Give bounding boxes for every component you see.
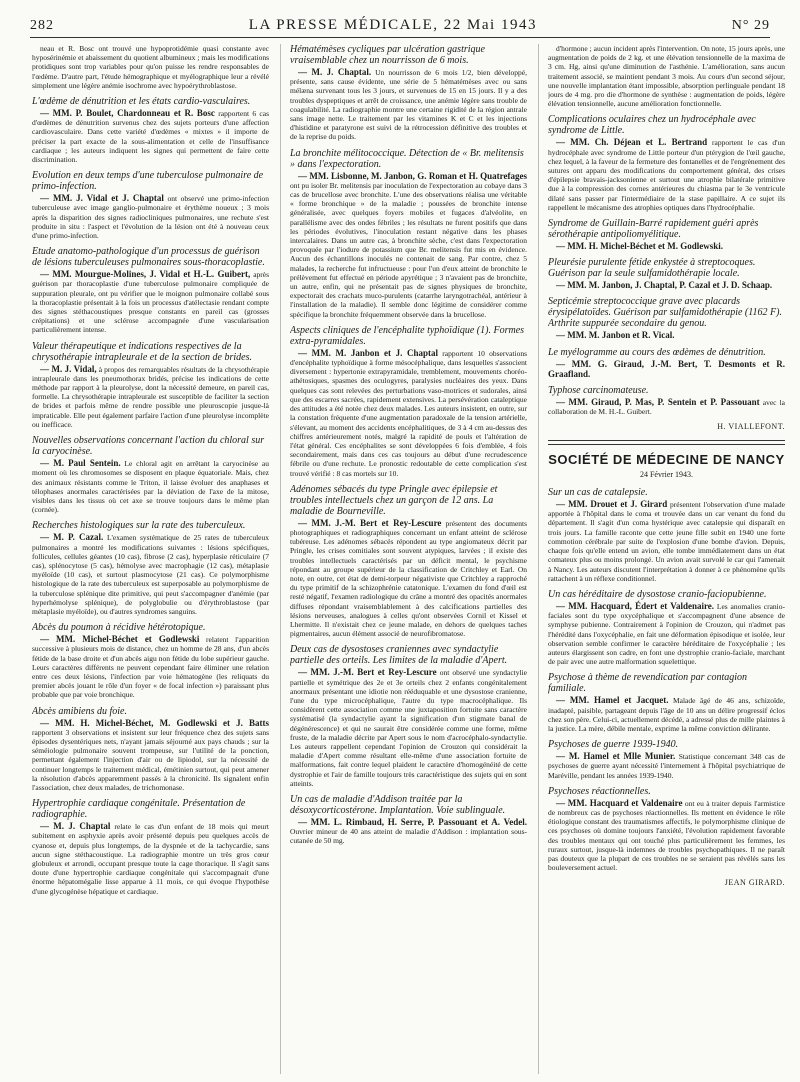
article-text (290, 518, 527, 639)
article-text (548, 601, 785, 666)
article-authors: — M. J. Chaptal. (298, 67, 372, 77)
article-body: présentent des documents photographiques et radiographiques concernant un enfant atteint de sclérose tubéreuse. Les adénomes sébacés répondent au type angiomateux décrit par Pringle, les crises comitiales sont souvent atypiques, larvées ; il existe des troubles intellectuels caractérisés par un déficit mental, le psychisme répondant au groupe supérieur de la classification de Critchley et Earl. On note, en outre, cet état de demi-torpeur négativiste que Critchley a rapproché du type primitif de la schizophrénie catatonique. L'examen du fond d'œil est resté négatif, l'examen radiologique du crâne a montré des opacités anormales diffuses répondant vraisemblablement à des calcifications partielles des lésions nerveuses, analogues à celles qu'ont observées Cornil et Kissel et Lhermitte. Il n'existait chez ce jeune malade, en dehors de quelques taches pigmentaires, aucun élément associé de neurofibromatose. (290, 518, 527, 639)
article-authors: — MM. Michel-Béchet et Godlewski (40, 634, 200, 645)
article-body: présentent l'observation d'une malade apportée à l'hôpital dans le coma et trouvée dans un car venant du fond du département. Il s'agit d'un coma hystérique avec catalepsie qui disparaît en trois jours. La famille raconte que cette jeune fille subit en 1940 une forte commotion cérébrale par suite de l'explosion d'une bombe d'avion. Depuis, chaque fois qu'elle entend un avion, elle tombe immédiatement dans un état comateux plus ou moins prolongé. Un avion avait survolé le car qui l'amenait à Nancy. Les auteurs discutent l'interprétation à donner à ce phénomène qu'ils rattachent à un réflexe conditionnel. (548, 500, 785, 583)
article-title: Nouvelles observations concernant l'action du chloral sur la caryocinèse. (32, 435, 265, 458)
article-title: Psychoses réactionnelles. (548, 785, 651, 797)
article-text (548, 499, 785, 583)
article-title: Pleurésie purulente fétide enkystée à streptocoques. Guérison par la seule sulfamidothérapie locale. (548, 257, 756, 280)
article-title: Deux cas de dysostoses craniennes avec syndactylie partielle des orteils. Les limites de la maladie d'Apert. (290, 644, 508, 667)
article-text (290, 667, 527, 788)
article (548, 739, 785, 780)
article (32, 520, 269, 616)
article-body: avec la collaboration de M. H.-L. Guibert. (548, 398, 785, 417)
article-authors: — MM. Hacquard, Édert et Valdenaire. (556, 600, 715, 611)
article-list (32, 96, 269, 896)
article (548, 385, 785, 416)
article-authors: — MM. M. Janbon, J. Chaptal, P. Cazal et J. D. Schaap. (556, 280, 773, 291)
article-text (32, 269, 269, 334)
column-divider (280, 44, 281, 1074)
article-text (290, 171, 527, 319)
article-body: Les anomalies cranio-faciales sont du type oxycéphalique et s'accompagnent d'une absence de symphyse pubienne. Contrairement à l'opinion de Crouzon, qui n'admet pas l'hérédité dans l'oxycéphalie, en fait une déformation épisodique et isolée, leur observation semble confirmer le caractère héréditaire de l'oxycéphalie ; les auteurs élargissent son cadre, en font une dystrophie cranio-faciale, marchant de pair avec une autre malformation squelettique. (548, 601, 785, 667)
article-title: Etude anatomo-pathologique d'un processus de guérison de lésions tuberculeuses pulmonaires sous-thoracoplastie. (32, 246, 265, 269)
article-title: Abcès amibiens du foie. (32, 705, 127, 717)
article-text (32, 532, 269, 616)
article-title: Sur un cas de catalepsie. (548, 487, 648, 499)
article-text (32, 458, 269, 514)
article-list (290, 44, 527, 846)
article-authors: — MM. M. Janbon et R. Vical. (556, 330, 675, 341)
article-body: neau et R. Bosc ont trouvé une hypoprotidémie quasi constante avec hyposérinémie et abaissement du quotient albumineux ; mais les modifications protidiques sont trop variables pour qu'on puisse les rendre responsables de l'œdème. D'autre part, l'étude hémographique et myélographique leur a révélé simplement une légère anémie isochrome avec hypoérythroblastose. (32, 44, 269, 90)
article-text (32, 821, 269, 896)
article-title: La bronchite mélitococcique. Détection de « Br. melitensis » dans l'expectoration. (290, 147, 524, 170)
article (548, 589, 785, 666)
article-text (548, 695, 785, 733)
article-body: ont observé une syndactylie partielle et symétrique des 2e et 3e orteils chez 2 enfants congénitalement anormaux présentant une idiotie non rééduquable et une dysostose cranienne, l'une du type microcéphalique, l'autre du type macrocéphalique. Ils considèrent cette association comme une juxtaposition fortuite sans caractère systématisé (la syndactylie ayant la signification d'un stigmate banal de dégénérescence) et qui ne saurait être considérée comme une forme, même fruste, de la maladie décrite par Apert sous le nom d'acrocéphalo-syndactylie. Les auteurs rappellent cependant l'opinion de Crouzon qui considérait la maladie d'Apert comme résultant elle-même d'une association fortuite de malformations, fait contre lequel plaident le caractère d'homogénéité de cette dystrophie et l'air de famille toujours très caractéristique des sujets qui en sont atteints. (290, 668, 527, 788)
article-text (32, 718, 269, 793)
article-title: Un cas de maladie d'Addison traitée par la désoxycorticostérone. Implantation. Voie sublinguale. (290, 794, 506, 816)
article-authors: — MM. P. Boulet, Chardonneau et R. Bosc (40, 108, 215, 119)
article (32, 622, 269, 699)
article-body: Un nourrisson de 6 mois 1/2, bien développé, présente, sans cause évidente, une série de 5 hématémèses avec ou sans mélæna survenant tous les 3 jours, et survenues de 15 en 15 jours. Il y a des troubles dyspeptiques et arrêt de croissance, une anémie légère sans trouble de coagulabilité. La radiographie montre une certaine rigidité de la région antrale sans image nette. Le traitement par les vitamines K et C et les injections d'histidine et paratyrone est suivi de la rétrocession définitive des troubles et de la reprise du poids. (290, 68, 527, 142)
article-title: Le myélogramme au cours des œdèmes de dénutrition. (548, 346, 766, 358)
article (32, 246, 269, 334)
article-text (548, 137, 785, 212)
article-authors: — MM. J.-M. Bert et Rey-Lescure (298, 517, 442, 528)
column-divider (538, 44, 539, 1074)
article (548, 218, 785, 251)
article-body: rapportent 3 observations et insistent sur leur fréquence chez des sujets sans épisodes dysentériques nets, n'ayant jamais séjourné aux pays chauds ; sur la séméiologie pulmonaire souvent trompeuse, sur l'utilité de la ponction, permettant également l'injection d'air ou de lipiodol, sur la nécessité de continuer longtemps le traitement médical, émétinien surtout, qui peut amener la résolution d'abcès apparemment passés à la chronicité. Ils signalent enfin l'association, chez deux malades, de trichomonase. (32, 727, 269, 792)
article-title: Complications oculaires chez un hydrocéphale avec syndrome de Little. (548, 114, 756, 137)
page-number: 282 (30, 18, 54, 33)
article-title: Hématémèses cycliques par ulcération gastrique vraisemblable chez un nourrisson de 6 mois. (290, 44, 485, 66)
signature: H. VIALLEFONT. (717, 422, 785, 432)
article-body: ont eu à traiter depuis l'armistice de nombreux cas de psychoses réactionnelles. Ils mettent en évidence le rôle étiologique constant des traumatismes affectifs, le polymorphisme clinique de ces psychoses où domine toujours l'anxiété, l'évolution rapidement favorable des troubles mentaux qui ont touché plus particulièrement les femmes, les ruraux surtout, jusque-là indemnes de troubles psychopathiques. Il ne paraît pas douteux que la plupart de ces troubles ne se seraient pas révélés sans les bouleversement actuel. (548, 798, 785, 873)
article-body: Malade âgé de 46 ans, schizoïde, inadapté, paisible, partageant depuis l'âge de 10 ans un délire progressif éclos chez son père. Celui-ci, actuellement décédé, a adressé plus de mille plaintes à la justice. La mère, débile mentale, exprime la même conviction délirante. (548, 696, 785, 733)
article (548, 257, 785, 290)
article-authors: — MM. Drouet et J. Girard (556, 499, 668, 510)
article-authors: — MM. Giraud, P. Mas, P. Sentein et P. Passouant (556, 397, 760, 408)
article-authors: — MM. J.-M. Bert et Rey-Lescure (298, 667, 437, 678)
article-text (548, 359, 785, 379)
article-body: Ouvrier mineur de 40 ans atteint de maladie d'Addison : implantation sous-cutanée de 50 mg. (290, 827, 527, 846)
article (290, 794, 527, 846)
article-text (548, 798, 785, 873)
article-title: Un cas héréditaire de dysostose cranio-faciopubienne. (548, 588, 767, 600)
article-body: L'examen systématique de 25 rates de tuberculeux pulmonaires a montré les modifications suivantes : lésions spécifiques, follicules, cellules géantes (10 cas), fibrose (2 cas), hyperplasie réticulaire (7 cas), splénocytose (5 cas), hémolyse avec macrophagie (12 cas), métaplasie myéloïde (10 cas), et surtout plasmocytose (21 cas). Ce polymorphisme histologique de la rate des tuberculeux est superposable au polymorphisme de la tuberculose splénique dite primitive, qui peut s'accompagner d'anémie (par hyperhémolyse splénique), de polyglobulie ou d'érythroblastose (par métaplasie myéloïde), ou d'autres syndromes sanguins. (32, 533, 269, 616)
article (548, 786, 785, 873)
article-body: Statistique concernant 348 cas de psychoses de guerre ayant nécessité l'internement à l'hôpital psychiatrique de Maréville, pendant les années 1939-1940. (548, 752, 785, 780)
continued-text (548, 44, 785, 108)
journal-title: LA PRESSE MÉDICALE, 22 Mai 1943 (248, 17, 537, 33)
article-text (290, 67, 527, 142)
article-title: Septicémie streptococcique grave avec placards érysipélatoïdes. Guérison par sulfamidothérapie (1162 F). Arthrite suppurée secondaire du genou. (548, 296, 782, 330)
article (290, 484, 527, 639)
article-text (290, 348, 527, 478)
column-1 (32, 44, 269, 1074)
article-authors: — M. J. Vidal, (40, 363, 97, 374)
article-title: Typhose carcinomateuse. (548, 385, 649, 397)
article (548, 114, 785, 212)
article-body: rapportent 6 cas d'œdèmes de dénutrition survenus chez des sujets porteurs d'une affection cardiovasculaire. Dans cette variété d'œdèmes « mixtes » il importe de préciser la part exacte de la sous-alimentation et celle de l'insuffisance cardiaque ; les auteurs indiquent les signes qui permettent de faire cette discrimination. (32, 109, 269, 165)
article-authors: — MM. H. Michel-Béchet, M. Godlewski et J. Batts (40, 717, 269, 728)
article-body: d'hormone ; aucun incident après l'intervention. On note, 15 jours après, une augmentation de poids de 2 kg. et une élévation tensionnelle de la maxima de 3 cm. Hg, ainsi qu'une diminution de l'asthénie. L'amélioration, sans aucun traitement associé, se maintient pendant 3 mois. Au cours d'un second séjour, une nouvelle implantation étant impossible, absorption perlinguale pendant 18 jours de 4 mg. pro die d'hormone de synthèse : augmentation de poids, légère élévation tensionnelle, aucune amélioration fonctionnelle. (548, 44, 785, 109)
article-authors: — MM. Hacquard et Valdenaire (556, 797, 683, 808)
article-authors: — M. J. Chaptal (40, 821, 111, 832)
article-text (290, 817, 527, 846)
article-text (32, 108, 269, 164)
article (290, 148, 527, 319)
section-rule (548, 440, 785, 445)
page-header (30, 10, 770, 34)
article-title: Aspects cliniques de l'encéphalite typhoïdique (1). Formes extra-pyramidales. (290, 324, 525, 347)
article-authors: — M. Paul Sentein. (40, 458, 121, 469)
article (548, 347, 785, 379)
article-body: Le chloral agit en arrêtant la caryocinèse au moment où les chromosomes se disposent en plaque équatoriale. Mais, chez des animaux résistants comme le Triton, il laisse évoluer des anaphases et télophases anormales caractérisées par la déviation de l'axe de la mitose, visibles dans les tissus où cet axe se trouve toujours dans le même plan (cornée). (32, 459, 269, 515)
article-body: à propos des remarquables résultats de la chrysothérapie intrapleurale dans les pneumothorax bridés, précise les indications de cette méthode par rapport à la pleurolyse, dont la nécessité demeure, en pareil cas, formelle. La chrysothérapie intrapleurale est susceptible de faciliter la section de brides et parfois même de rendre possible une pleuroscopie jusque-là impraticable. Elle peut également parfaire l'action d'une pleurolyse incomplète ou inefficace. (32, 364, 269, 429)
article-body: relate le cas d'un enfant de 18 mois qui meurt subitement en asphyxie après avoir présenté depuis peu quelques accès de cyanose et, depuis plus longtemps, de la dyspnée et de la tachycardie, sans aucun signe stéthacoustique. La radiographie montre un très gros cœur globuleux et arrondi, occupant presque toute la cage thoracique. Il s'agit sans doute d'une hypertrophie cardiaque congénitale qui s'accompagnait d'une énorme hépatomégalie lisse apparue à 11 mois, ce qui évoque l'hypothèse d'une glycogénèse hépatique et cardiaque. (32, 822, 269, 896)
article-authors: — M. P. Cazal. (40, 532, 104, 543)
article (290, 44, 527, 142)
article (290, 644, 527, 788)
header-rule (30, 37, 770, 38)
article-authors: — MM. L. Rimbaud, H. Serre, P. Passouant et A. Vedel. (298, 817, 527, 827)
article-text (32, 193, 269, 240)
article-title: Syndrome de Guillain-Barré rapidement guéri après sérothérapie antipoliomyélitique. (548, 218, 759, 241)
article (548, 672, 785, 733)
article (290, 325, 527, 478)
article-authors: — MM. G. Giraud, J.-M. Bert, T. Desmonts et R. Graafland. (548, 358, 785, 379)
article-title: Psychose à thème de revendication par contagion familiale. (548, 672, 748, 695)
article-authors: — MM. Lisbonne, M. Janbon, G. Roman et H. Quatrefages (298, 170, 527, 181)
article-text (548, 330, 785, 340)
article-authors: — MM. M. Janbon et J. Chaptal (298, 347, 439, 358)
article-text (32, 364, 269, 429)
article-authors: — MM. Mourgue-Molines, J. Vidal et H.-L. Guibert, (40, 269, 251, 280)
article-text (548, 241, 785, 251)
article-title: L'œdème de dénutrition et les états cardio-vasculaires. (32, 96, 251, 108)
article-authors: — MM. Ch. Déjean et L. Bertrand (556, 137, 708, 148)
article-text (32, 634, 269, 699)
article-text (548, 751, 785, 780)
article-title: Recherches histologiques sur la rate des tuberculeux. (32, 520, 246, 532)
article-title: Valeur thérapeutique et indications respectives de la chrysothérapie intrapleurale et de la section de brides. (32, 340, 252, 363)
article-authors: — MM. H. Michel-Béchet et M. Godlewski. (556, 241, 723, 252)
article-title: Adénomes sébacés du type Pringle avec épilepsie et troubles intellectuels chez un garçon de 12 ans. La maladie de Bourneville. (290, 483, 498, 517)
article-body: ont pu isoler Br. melitensis par inoculation de l'expectoration au cobaye dans 3 cas de brucellose avec bronchite. L'une des observations réalisa une véritable « forme bronchique » de la maladie ; poussées de bronchite intense généralisée, avec quelques foyers mobiles et fugaces d'alvéolite, en parallélisme avec des ondes fébriles ; les résultats ne furent positifs que dans les périodes évolutives, l'inoculation restant négative dans les phases intercalaires. Dans un autre cas, à bronchite sèche, c'est dans l'expectoration provoquée par l'iodure de potassium que Br. melitensis fut mis en évidence. Aucun des échantillons inoculés ne contenait de sang. Par contre, chez 5 malades, la recherche fut infructueuse : pour l'un d'eux atteint de bronchite le prélèvement fut effectué en période apyrétique ; 3 n'avaient pas de bronchite, un autre, enfin, qui ne présentait pas de signes physiques de bronchite, expectorait des crachats muco-purulents (catarrhe laryngotrachéal, antérieur à l'installation de la maladie). Il semble donc légitime de considérer comme spécifique la bronchite fréquemment observée dans la brucellose. (290, 180, 527, 319)
article-text (548, 280, 785, 290)
article-title: Abcès du poumon à récidive hétérotopique. (32, 622, 206, 634)
article (32, 798, 269, 896)
article-body: après guérison par thoracoplastie d'une tuberculose pulmonaire compliquée de suppuration pleurale, ont pu vérifier que le moignon pulmonaire collabé sous la thoracoplastie présentait à la fois un processus d'atélectasie rendant compte des signes stéthacoustiques presque constants en pareil cas (grosses crépitations) et une sclérose accompagnée d'une vascularisation particulièrement intense. (32, 270, 269, 335)
article-body: rapportent 10 observations d'encéphalite typhoïdique à forme mésocéphalique, dans lesquelles s'associent diversement : hypertonie extrapyramidale, tremblement, mouvements choréo-athétosiques, spasmes des oculogyres, paralysies nucléaires des yeux. Dans quelques cas sont relevées des perturbations vaso-motrices et sudorales, ainsi que des escarres sacrées, rapidement extensives. La persévération cataleptique des attitudes a été notée chez deux malades. Les auteurs insistent, en outre, sur la constation fréquente d'une augmentation paradoxale de la tension artérielle, s'élevant, au moment des accidents encéphalitiques, de 3 à 4 cm au-dessus des chiffres antérieurement notés, malgré la rapidité de pouls et l'altération de l'état général. Ces encéphalites se sont développées 6 fois d'emblée, 4 fois secondairement, mais dans ces cas toujours au début d'une recrudescence fébrile ou d'une rechute. Le pronostic redoutable de cette complication s'est trouvé vérifié : 8 cas mortels sur 10. (290, 348, 527, 478)
article-body: ont observé une primo-infection tuberculeuse avec image ganglio-pulmonaire et érythème noueux ; 3 mois après la disparition des signes radiocliniques pulmonaires, une rechute s'est produite in situ : l'aspect et l'évolution de la lésion ont été à nouveau ceux d'une primo-infection. (32, 194, 269, 241)
article (32, 170, 269, 240)
society-heading: SOCIÉTÉ DE MÉDECINE DE NANCY (548, 451, 785, 467)
article-title: Evolution en deux temps d'une tuberculose pulmonaire de primo-infection. (32, 170, 264, 193)
article (548, 487, 785, 583)
article (32, 341, 269, 429)
article (548, 296, 785, 340)
article-authors: — MM. J. Vidal et J. Chaptal (40, 193, 164, 204)
article-list (548, 487, 785, 872)
article-title: Psychoses de guerre 1939-1940. (548, 739, 679, 751)
article-title: Hypertrophie cardiaque congénitale. Présentation de radiographie. (32, 798, 246, 821)
session-date: 24 Février 1943. (639, 469, 694, 479)
article (32, 706, 269, 793)
article-body: relatent l'apparition successive à plusieurs mois de distance, chez un homme de 28 ans, d'un abcès fétide de la base droite et d'un abcès aigu non fétide du lobe supérieur gauche. Leurs caractères différents ne peuvent cependant faire éliminer une relation entre ces deux lésions, l'infection par voie hématogène (les reliquats du premier abcès jouant le rôle d'un foyer « de focal infection ») paraissant plus probable que par voie bronchique. (32, 635, 269, 700)
issue-number: N° 29 (731, 18, 770, 33)
article-authors: — MM. Hamel et Jacquet. (556, 695, 669, 706)
article-text (548, 397, 785, 416)
article-list (548, 114, 785, 416)
article-body: rapportent le cas d'un hydrocéphale avec syndrome de Little porteur d'un ptérygion de l'œil gauche, chez lequel, à la faveur de la fermeture des fontanelles et de l'engrènement des sutures ont apparu des modifications du comportement général, des crises d'épilepsie bravais-jacksonienne et surtout une atrophie bilatérale primitive due à la compression des cornes antérieures du chiasma par le 3e ventricule dilaté sans passer par l'intermédiaire de la stase papillaire. A ce sujet ils rappellent le mécanisme des atrophies optiques dans l'hydrocéphalie. (548, 138, 785, 212)
article (32, 435, 269, 514)
article-authors: — M. Hamel et Mlle Munier. (556, 751, 676, 762)
column-3 (548, 44, 785, 1074)
article (32, 96, 269, 164)
continued-text (32, 44, 269, 90)
column-2 (290, 44, 527, 1074)
signature: JEAN GIRARD. (724, 878, 785, 888)
